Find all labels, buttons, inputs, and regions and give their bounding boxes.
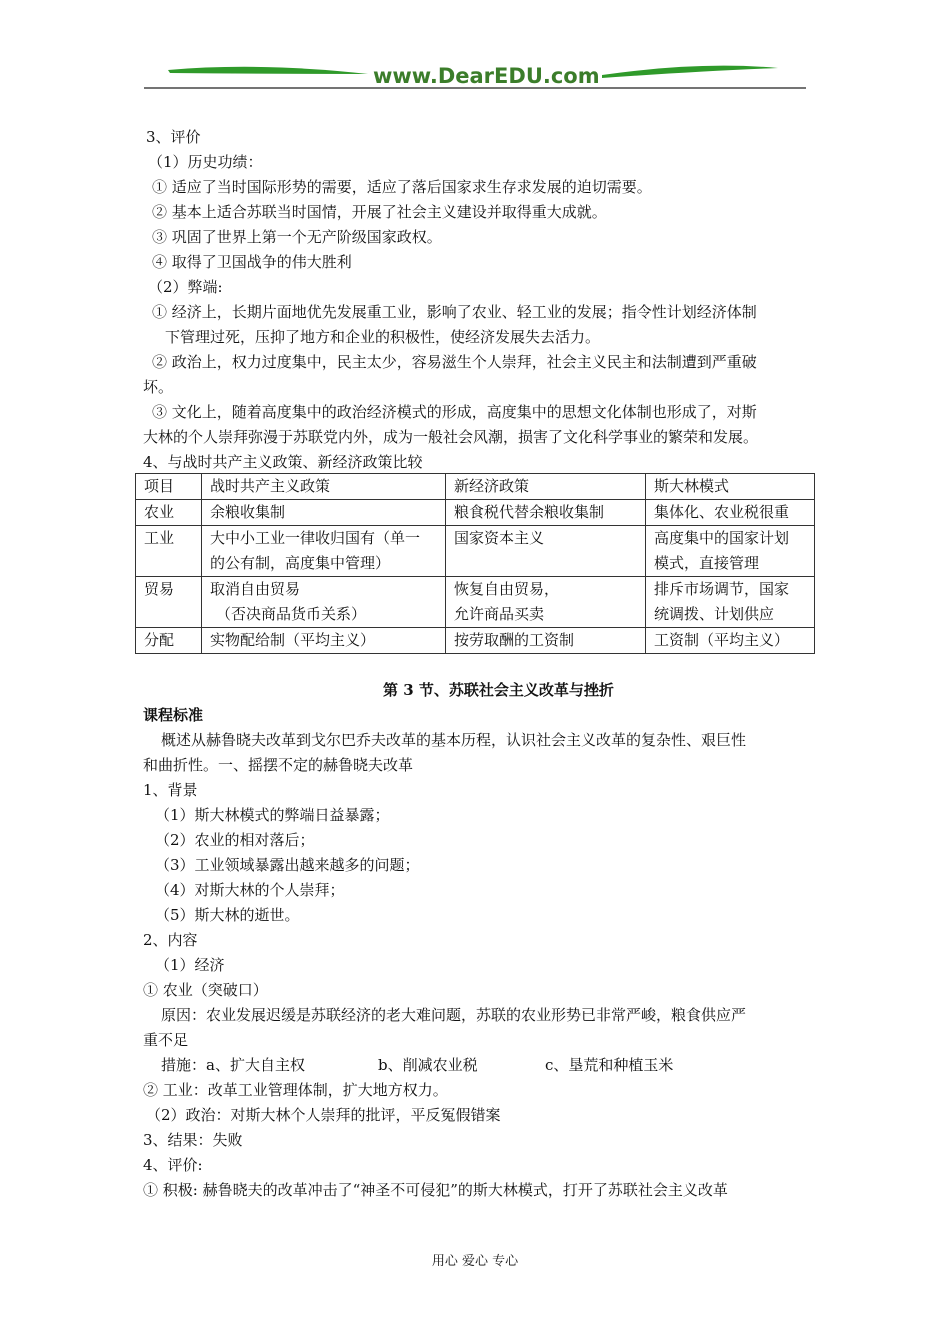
eval-heading: 3、评价: [146, 128, 201, 146]
reason-text-cont: 重不足: [143, 1031, 189, 1049]
table-cell: [446, 577, 646, 628]
table-cell-item: 贸易: [136, 577, 202, 628]
table-cell: [202, 526, 446, 577]
flaw-heading: （2）弊端:: [148, 278, 223, 296]
cell-line: 国家资本主义: [454, 529, 545, 547]
table-cell-item: 农业: [136, 500, 202, 526]
cell-line: 排斥市场调节，国家: [654, 580, 790, 598]
standard-text-cont: 和曲折性。一、摇摆不定的赫鲁晓夫改革: [143, 756, 414, 774]
positive-text: ① 积极: 赫鲁晓夫的改革冲击了“神圣不可侵犯”的斯大林模式，打开了苏联社会主义改革: [143, 1181, 728, 1199]
flaw-item-cont: 大林的个人崇拜弥漫于苏联党内外，成为一般社会风潮，损害了文化科学事业的繁荣和发展。: [143, 428, 759, 446]
cell-line: 恢复自由贸易，: [454, 580, 560, 598]
table-cell-item: 工业: [136, 526, 202, 577]
table-cell: [202, 577, 446, 628]
cell-line: 大中小工业一律收归国有（单一: [210, 529, 421, 547]
merit-heading: （1）历史功绩：: [148, 153, 263, 171]
background-item: （5）斯大林的逝世。: [155, 906, 300, 924]
background-heading: 1、背景: [143, 781, 198, 799]
table-row: [136, 577, 815, 628]
evaluation-heading: 4、评价:: [143, 1156, 203, 1174]
site-logo: www.DearEDU.com: [373, 64, 600, 88]
cell-line: 工资制（平均主义）: [654, 631, 790, 649]
table-row: [136, 628, 815, 654]
table-header-row: [136, 474, 815, 500]
reason-text: 原因：农业发展迟缓是苏联经济的老大难问题，苏联的农业形势已非常严峻，粮食供应严: [161, 1006, 747, 1024]
table-row: [136, 526, 815, 577]
merit-item: ① 适应了当时国际形势的需要，适应了落后国家求生存求发展的迫切需要。: [152, 178, 652, 196]
comparison-table: [135, 473, 815, 654]
table-cell: [646, 500, 815, 526]
section-title: 第 3 节、苏联社会主义改革与挫折: [383, 681, 614, 699]
cell-line: （否决商品货币关系）: [216, 605, 367, 623]
table-header-cell: 项目: [136, 474, 202, 500]
result-text: 3、结果：失败: [143, 1131, 243, 1149]
table-cell: [446, 526, 646, 577]
cell-line: 模式，直接管理: [654, 554, 760, 572]
table-header-cell: 斯大林模式: [646, 474, 815, 500]
cell-line: 高度集中的国家计划: [654, 529, 790, 547]
cell-line: 集体化、农业税很重: [654, 503, 790, 521]
table-cell: [646, 577, 815, 628]
flaw-item-cont: 下管理过死，压抑了地方和企业的积极性，使经济发展失去活力。: [165, 328, 601, 346]
table-cell: [202, 628, 446, 654]
agriculture-heading: ① 农业（突破口）: [143, 981, 268, 999]
table-cell: [646, 628, 815, 654]
standard-text: 概述从赫鲁晓夫改革到戈尔巴乔夫改革的基本历程，认识社会主义改革的复杂性、艰巨性: [161, 731, 747, 749]
header-banner: [140, 58, 810, 92]
flaw-item: ② 政治上，权力过度集中，民主太少，容易滋生个人崇拜，社会主义民主和法制遭到严重破: [152, 353, 757, 371]
compare-heading: 4、与战时共产主义政策、新经济政策比较: [143, 453, 423, 471]
background-item: （4）对斯大林的个人崇拜；: [155, 881, 345, 899]
politics-text: （2）政治：对斯大林个人崇拜的批评，平反冤假错案: [146, 1106, 501, 1124]
background-item: （1）斯大林模式的弊端日益暴露；: [155, 806, 390, 824]
cell-line: 余粮收集制: [210, 503, 286, 521]
cell-line: 粮食税代替余粮收集制: [454, 503, 605, 521]
background-item: （3）工业领域暴露出越来越多的问题；: [155, 856, 420, 874]
table-cell: [202, 500, 446, 526]
table-header-cell: 战时共产主义政策: [202, 474, 446, 500]
flaw-item-cont: 坏。: [143, 378, 174, 396]
page-footer: 用心 爱心 专心: [431, 1254, 519, 1269]
flaw-item: ③ 文化上，随着高度集中的政治经济模式的形成，高度集中的思想文化体制也形成了，对斯: [152, 403, 757, 421]
table-row: [136, 500, 815, 526]
industry-text: ② 工业：改革工业管理体制，扩大地方权力。: [143, 1081, 448, 1099]
table-header-cell: 新经济政策: [446, 474, 646, 500]
measure-a: 措施：a、扩大自主权: [161, 1056, 305, 1074]
standard-heading: 课程标准: [143, 706, 204, 724]
table-cell: [646, 526, 815, 577]
economy-heading: （1）经济: [155, 956, 225, 974]
merit-item: ② 基本上适合苏联当时国情，开展了社会主义建设并取得重大成就。: [152, 203, 607, 221]
cell-line: 的公有制，高度集中管理）: [210, 554, 391, 572]
merit-item: ④ 取得了卫国战争的伟大胜利: [152, 253, 352, 271]
left-leaf-swoosh: [168, 67, 368, 74]
measure-c: c、垦荒和种植玉米: [545, 1056, 674, 1074]
table-cell: [446, 628, 646, 654]
cell-line: 统调拨、计划供应: [654, 605, 775, 623]
right-leaf-swoosh: [602, 66, 778, 78]
table-cell: [446, 500, 646, 526]
measure-b: b、削减农业税: [378, 1056, 478, 1074]
flaw-item: ① 经济上，长期片面地优先发展重工业，影响了农业、轻工业的发展；指令性计划经济体制: [152, 303, 757, 321]
background-item: （2）农业的相对落后；: [155, 831, 315, 849]
cell-line: 实物配给制（平均主义）: [210, 631, 376, 649]
cell-line: 按劳取酬的工资制: [454, 631, 575, 649]
cell-line: 取消自由贸易: [210, 580, 301, 598]
table-cell-item: 分配: [136, 628, 202, 654]
cell-line: 允许商品买卖: [454, 605, 545, 623]
merit-item: ③ 巩固了世界上第一个无产阶级国家政权。: [152, 228, 442, 246]
content-heading: 2、内容: [143, 931, 198, 949]
